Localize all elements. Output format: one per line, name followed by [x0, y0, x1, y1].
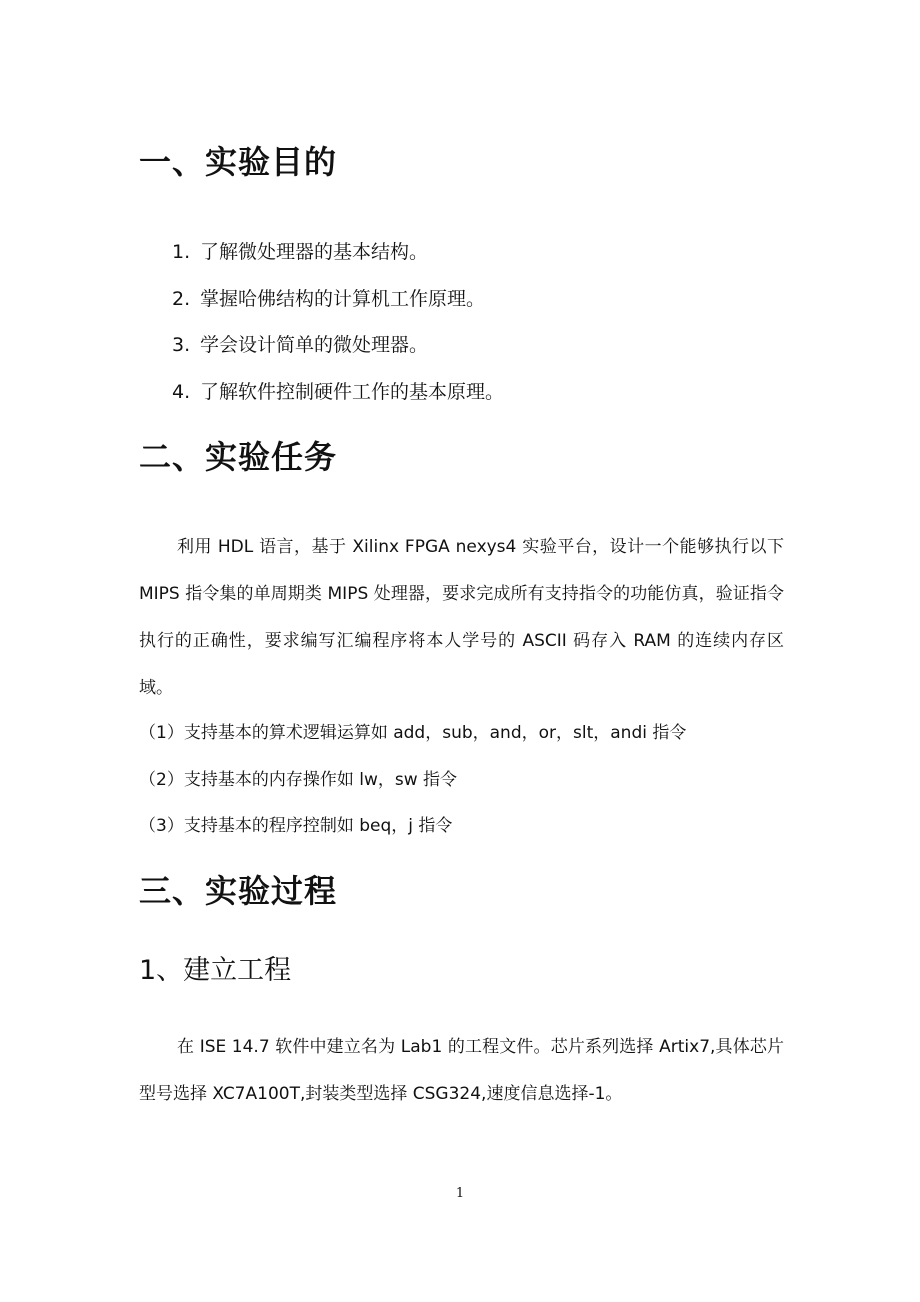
list-text: 学会设计简单的微处理器。: [200, 334, 429, 356]
list-text: 了解微处理器的基本结构。: [200, 241, 429, 263]
list-number: 3.: [172, 334, 191, 356]
list-number: 1.: [172, 241, 191, 263]
objective-item-1: [172, 239, 428, 265]
create-project-paragraph: 在 ISE 14.7 软件中建立名为 Lab1 的工程文件。芯片系列选择 Artix7,具体芯片型号选择 XC7A100T,封装类型选择 CSG324,速度信息选择-1。: [139, 1037, 784, 1104]
objective-item-3: [172, 332, 428, 358]
objective-item-2: [172, 286, 485, 312]
list-number: 4.: [172, 381, 191, 403]
list-text: 掌握哈佛结构的计算机工作原理。: [200, 288, 486, 310]
section-heading-objectives: 一、实验目的: [139, 143, 338, 181]
requirement-item-2: （2）支持基本的内存操作如 lw，sw 指令: [139, 770, 458, 790]
subsection-heading-create-project: 1、建立工程: [139, 955, 292, 986]
objective-item-4: [172, 379, 504, 405]
page-number: 1: [455, 1186, 465, 1201]
list-number: 2.: [172, 288, 191, 310]
task-paragraph: 利用 HDL 语言，基于 Xilinx FPGA nexys4 实验平台，设计一个能够执行以下 MIPS 指令集的单周期类 MIPS 处理器，要求完成所有支持指令的功能仿真，验证指令执行的正确性，要求编写汇编程序将本人学号的 ASCII 码存入 RAM 的连续内存区域。: [139, 537, 784, 698]
section-heading-process: 三、实验过程: [139, 872, 338, 910]
section-heading-tasks: 二、实验任务: [139, 438, 338, 476]
requirement-item-1: （1）支持基本的算术逻辑运算如 add，sub，and，or，slt，andi 指令: [139, 723, 687, 743]
requirement-item-3: （3）支持基本的程序控制如 beq，j 指令: [139, 816, 453, 836]
list-text: 了解软件控制硬件工作的基本原理。: [200, 381, 505, 403]
